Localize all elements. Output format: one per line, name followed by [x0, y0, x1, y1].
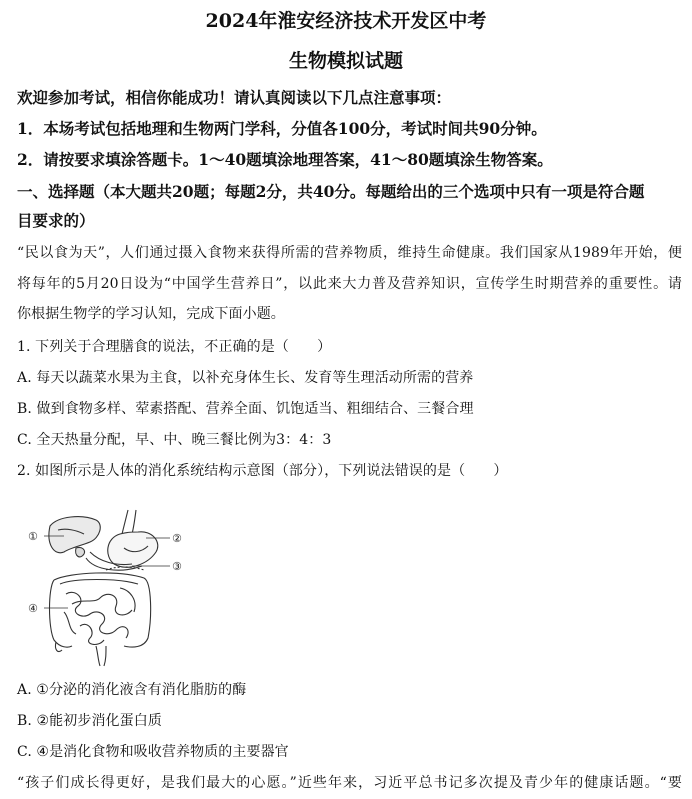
question-2-option-c: C. ④是消化食物和吸收营养物质的主要器官 [17, 744, 289, 760]
diagram-label-1: ① [28, 530, 38, 543]
question-1-option-b: B. 做到食物多样、荤素搭配、营养全面、饥饱适当、粗细结合、三餐合理 [17, 401, 474, 417]
question-2-stem: 2. 如图所示是人体的消化系统结构示意图（部分），下列说法错误的是（ ） [17, 463, 508, 479]
notice-item-1: 1．本场考试包括地理和生物两门学科，分值各100分，考试时间共90分钟。 [17, 119, 547, 138]
question-2-option-b: B. ②能初步消化蛋白质 [17, 713, 162, 729]
liver-outline [49, 517, 100, 553]
diagram-label-4: ④ [28, 602, 38, 615]
stomach-outline [108, 532, 158, 567]
exam-title: 2024年淮安经济技术开发区中考 [205, 10, 487, 32]
digestive-system-diagram [20, 508, 190, 673]
question-1-stem: 1. 下列关于合理膳食的说法，不正确的是（ ） [17, 339, 332, 355]
passage-line: “孩子们成长得更好，是我们最大的心愿。”近些年来，习近平总书记多次提及青少年的健康话题。“要 [17, 775, 682, 791]
large-intestine-outline [50, 580, 73, 647]
question-1-option-a: A. 每天以蔬菜水果为主食，以补充身体生长、发育等生理活动所需的营养 [17, 370, 474, 386]
passage-line: 你根据生物学的学习认知，完成下面小题。 [17, 306, 285, 322]
section-heading: 一、选择题（本大题共20题；每题2分，共40分。每题给出的三个选项中只有一项是符合题 [17, 182, 645, 201]
passage-line: “民以食为天”，人们通过摄入食物来获得所需的营养物质，维持生命健康。我们国家从1989年开始，便 [17, 245, 682, 261]
notice-intro: 欢迎参加考试，相信你能成功！请认真阅读以下几点注意事项： [17, 88, 452, 107]
question-2-option-a: A. ①分泌的消化液含有消化脂肪的酶 [17, 682, 247, 698]
diagram-label-2: ② [172, 532, 182, 545]
exam-subtitle: 生物模拟试题 [288, 50, 403, 72]
esophagus-outline [122, 510, 128, 534]
section-heading-cont: 目要求的） [17, 211, 95, 230]
diagram-label-3: ③ [172, 560, 182, 573]
notice-item-2: 2．请按要求填涂答题卡。1～40题填涂地理答案，41～80题填涂生物答案。 [17, 150, 553, 169]
passage-line: 将每年的5月20日设为“中国学生营养日”，以此来大力普及营养知识，宣传学生时期营养的重要性。请 [17, 276, 682, 292]
question-1-option-c: C. 全天热量分配，早、中、晚三餐比例为3：4：3 [17, 432, 332, 448]
